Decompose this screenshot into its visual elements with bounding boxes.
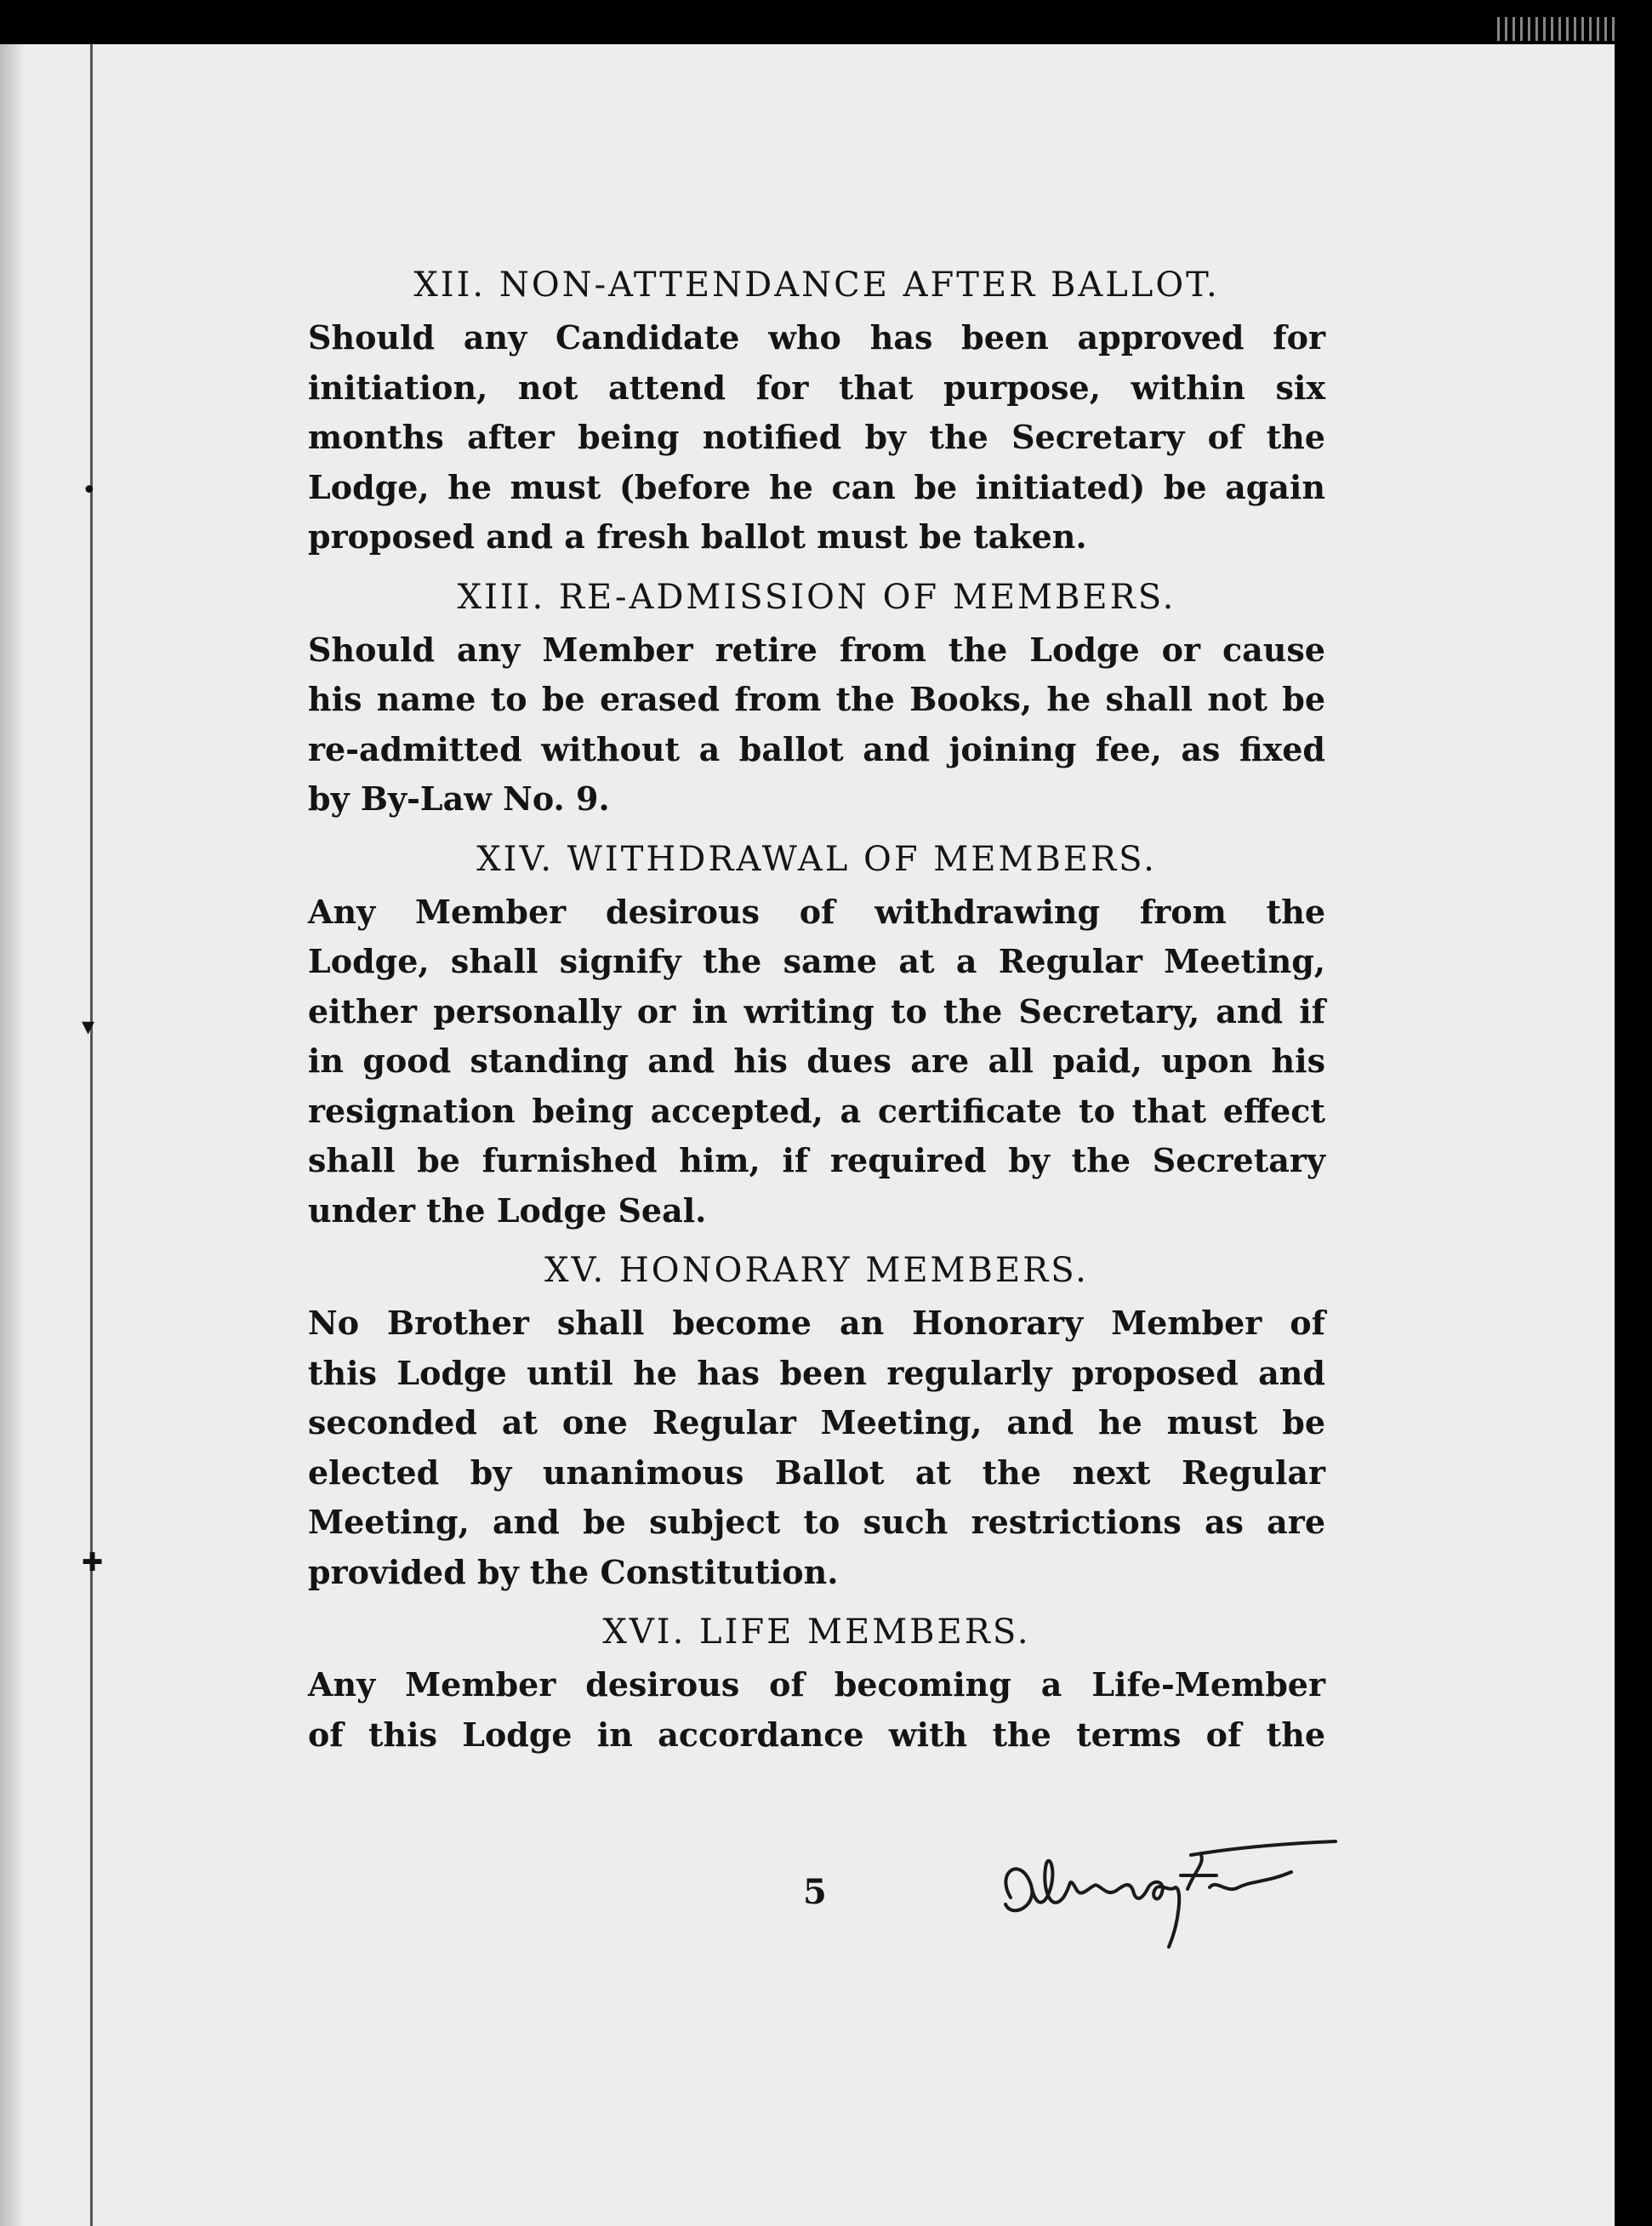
section-paragraph (308, 625, 1325, 825)
text-line: proposed and a fresh ballot must be taken. (308, 517, 1087, 556)
text-line: Lodge, shall signify the same at a Regular Meeting, (308, 942, 1325, 980)
binding-arrow-mark: ▾ (82, 1012, 95, 1042)
section-xiii (308, 574, 1325, 825)
text-line: Any Member desirous of withdrawing from the (308, 892, 1325, 931)
text-line: this Lodge until he has been regularly proposed and (308, 1353, 1325, 1392)
text-line: Should any Member retire from the Lodge or cause (308, 630, 1325, 669)
scan-right-border (1615, 0, 1652, 2226)
text-line: resignation being accepted, a certificate to that effect (308, 1091, 1325, 1130)
text-line: provided by the Constitution. (308, 1552, 839, 1591)
section-heading: XIV. WITHDRAWAL OF MEMBERS. (476, 839, 1157, 879)
text-line: either personally or in writing to the Secretary, and if (308, 991, 1325, 1030)
text-line: No Brother shall become an Honorary Member of (308, 1304, 1325, 1342)
binding-shadow (0, 44, 26, 2226)
bylaws-text (308, 262, 1325, 1772)
text-line: Any Member desirous of becoming a Life-Member (308, 1665, 1325, 1704)
text-line: seconded at one Regular Meeting, and he must be (308, 1403, 1325, 1441)
section-xii (308, 262, 1325, 562)
section-paragraph (308, 313, 1325, 562)
section-paragraph (308, 888, 1325, 1236)
text-line: Should any Candidate who has been approved for (308, 318, 1325, 357)
binding-dot-mark: • (82, 476, 97, 505)
section-heading: XVI. LIFE MEMBERS. (602, 1612, 1031, 1652)
binding-plus-mark: ✚ (82, 1548, 104, 1578)
section-heading: XII. NON-ATTENDANCE AFTER BALLOT. (413, 265, 1220, 305)
section-heading: XIII. RE-ADMISSION OF MEMBERS. (457, 577, 1176, 617)
section-xv (308, 1247, 1325, 1597)
text-line: elected by unanimous Ballot at the next Regular (308, 1453, 1325, 1492)
section-xiv (308, 836, 1325, 1236)
scan-edge-speckle (1497, 17, 1616, 41)
text-line: his name to be erased from the Books, he shall not be (308, 680, 1325, 718)
text-line: of this Lodge in accordance with the terms of the (308, 1715, 1325, 1754)
text-line: Meeting, and be subject to such restrictions as are (308, 1503, 1325, 1541)
section-xvi (308, 1609, 1325, 1760)
text-line: re-admitted without a ballot and joining fee, as fixed (308, 729, 1325, 768)
text-line: by By-Law No. 9. (308, 779, 610, 818)
text-line: initiation, not attend for that purpose, within six (308, 368, 1325, 407)
text-line: Lodge, he must (before he can be initiated) be again (308, 467, 1325, 506)
section-paragraph (308, 1660, 1325, 1760)
text-line: under the Lodge Seal. (308, 1190, 707, 1230)
text-line: months after being notified by the Secretary of the (308, 418, 1325, 456)
text-line: shall be furnished him, if required by the Secretary (308, 1141, 1325, 1179)
binding-rule (90, 44, 93, 2226)
page-number: 5 (803, 1872, 827, 1912)
scan-top-border (0, 0, 1652, 44)
section-paragraph (308, 1298, 1325, 1597)
section-heading: XV. HONORARY MEMBERS. (544, 1251, 1089, 1290)
handwritten-annotation (987, 1838, 1344, 1957)
text-line: in good standing and his dues are all paid, upon his (308, 1042, 1325, 1080)
